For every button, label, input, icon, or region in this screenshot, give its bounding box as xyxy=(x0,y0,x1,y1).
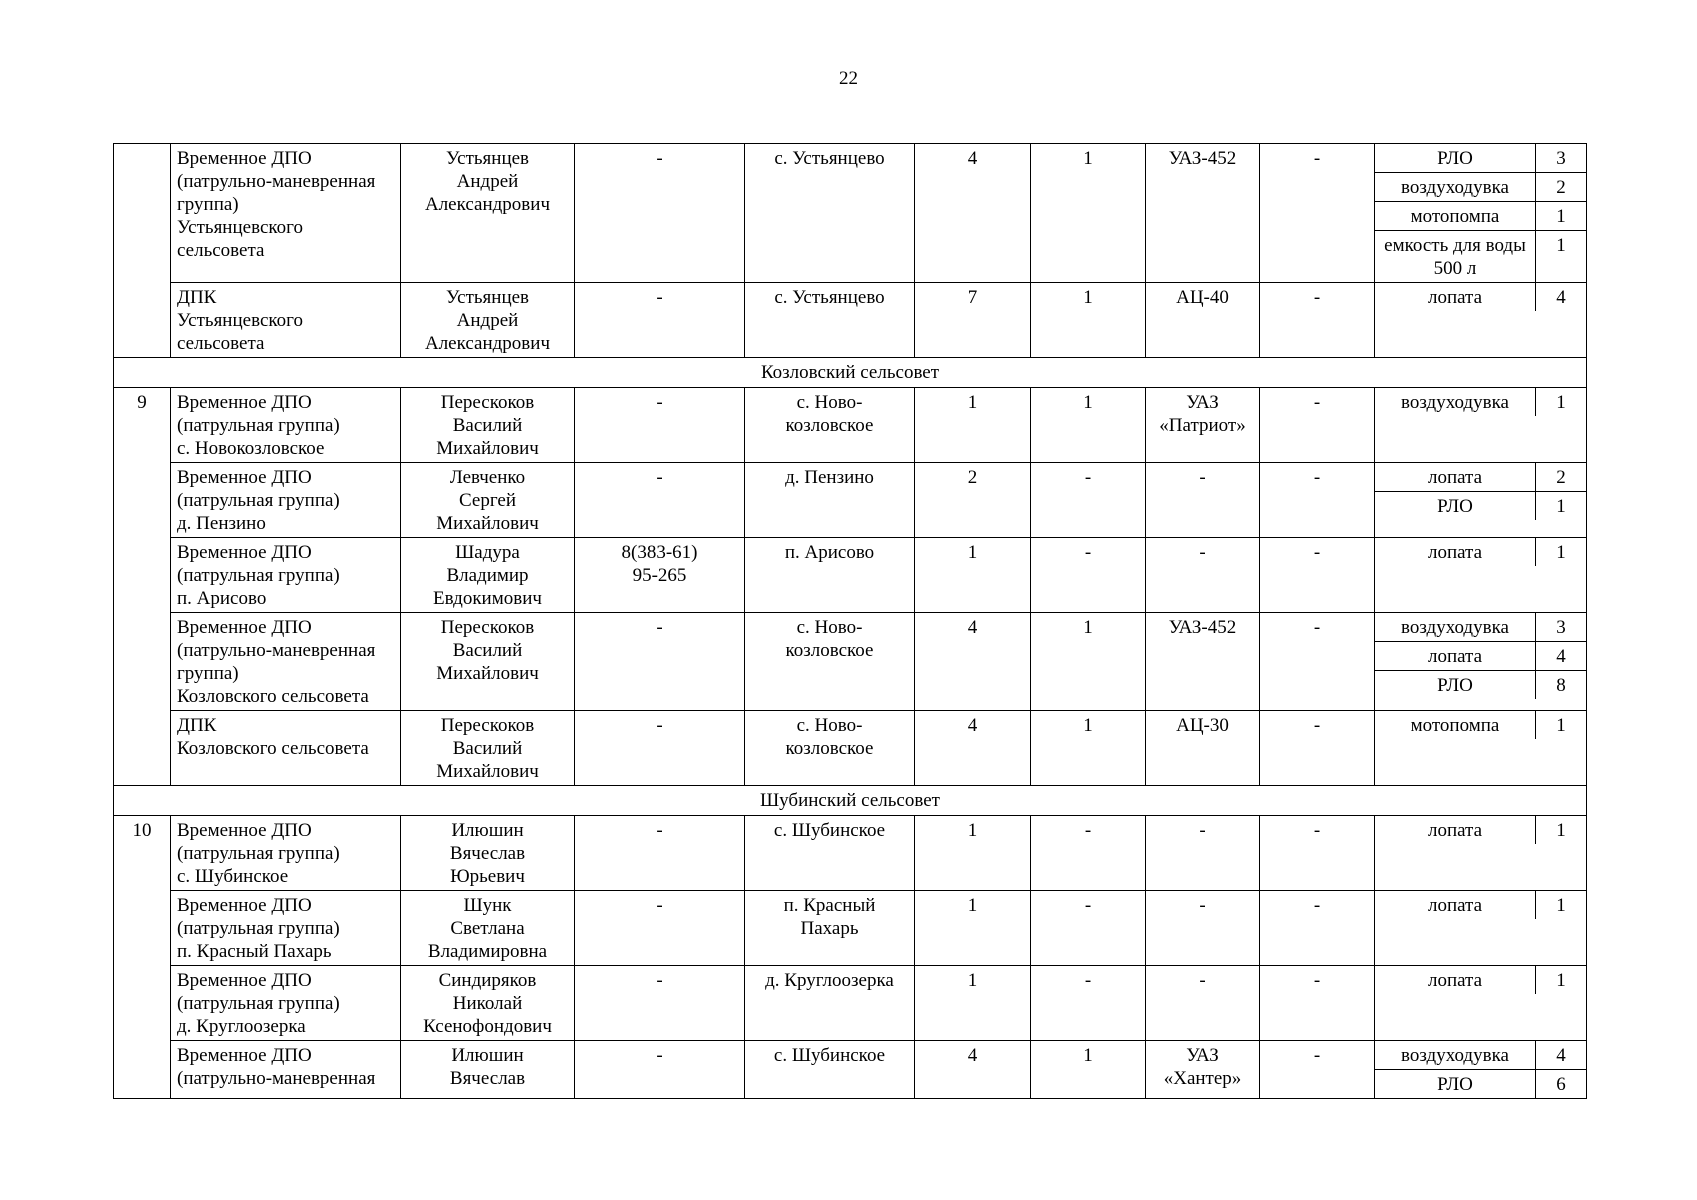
equipment-cell xyxy=(1375,1041,1587,1099)
equipment-item xyxy=(1375,891,1586,919)
vehicle-model-cell: УАЗ-452 xyxy=(1146,613,1260,711)
equipment-list xyxy=(1375,463,1586,520)
people-count-cell: 4 xyxy=(915,711,1031,786)
location-cell: с. Ново- козловское xyxy=(745,711,915,786)
table-row xyxy=(114,463,1587,538)
other-cell: - xyxy=(1260,891,1375,966)
location-cell: с. Устьянцево xyxy=(745,283,915,358)
phone-cell: - xyxy=(575,388,745,463)
location-cell: д. Пензино xyxy=(745,463,915,538)
other-cell: - xyxy=(1260,538,1375,613)
location-cell: п. Арисово xyxy=(745,538,915,613)
vehicle-model-cell: - xyxy=(1146,463,1260,538)
equipment-name: мотопомпа xyxy=(1410,715,1500,736)
equipment-list xyxy=(1375,283,1586,311)
equipment-cell xyxy=(1375,144,1587,283)
people-count-cell: 2 xyxy=(915,463,1031,538)
phone-cell: - xyxy=(575,144,745,283)
equipment-count: 3 xyxy=(1536,613,1587,642)
vehicle-count-cell: - xyxy=(1031,816,1146,891)
equipment-cell xyxy=(1375,816,1587,891)
equipment-item xyxy=(1375,492,1586,521)
head-name-cell: Перескоков Василий Михайлович xyxy=(401,613,575,711)
equipment-cell xyxy=(1375,891,1587,966)
head-name-cell: Синдиряков Николай Ксенофондович xyxy=(401,966,575,1041)
unit-name-cell: Временное ДПО (патрульно-маневренная группа) Устьянцевского сельсовета xyxy=(171,144,401,283)
phone-cell: - xyxy=(575,966,745,1041)
people-count-cell: 1 xyxy=(915,891,1031,966)
vehicle-count-cell: 1 xyxy=(1031,144,1146,283)
people-count-cell: 4 xyxy=(915,1041,1031,1099)
equipment-name: РЛО xyxy=(1375,144,1536,173)
equipment-item xyxy=(1375,463,1586,492)
other-cell: - xyxy=(1260,463,1375,538)
unit-name-cell: ДПК Козловского сельсовета xyxy=(171,711,401,786)
people-count-cell: 1 xyxy=(915,816,1031,891)
equipment-name: лопата xyxy=(1427,820,1483,841)
vehicle-count-cell: 1 xyxy=(1031,711,1146,786)
equipment-list xyxy=(1375,613,1586,699)
equipment-cell xyxy=(1375,538,1587,613)
vehicle-model-cell: АЦ-40 xyxy=(1146,283,1260,358)
equipment-count: 4 xyxy=(1536,283,1587,311)
equipment-name: лопата xyxy=(1427,542,1483,563)
vehicle-model-cell: - xyxy=(1146,891,1260,966)
vehicle-model-cell: - xyxy=(1146,966,1260,1041)
equipment-count: 1 xyxy=(1536,891,1587,919)
equipment-list xyxy=(1375,966,1586,994)
phone-cell: - xyxy=(575,891,745,966)
vehicle-count-cell: 1 xyxy=(1031,283,1146,358)
equipment-list xyxy=(1375,1041,1586,1098)
vehicle-count-cell: 1 xyxy=(1031,613,1146,711)
table-row xyxy=(114,283,1587,358)
vehicle-model-cell: УАЗ «Патриот» xyxy=(1146,388,1260,463)
equipment-count: 1 xyxy=(1536,231,1587,283)
row-number-cell: 10 xyxy=(114,816,171,1099)
equipment-cell xyxy=(1375,966,1587,1041)
equipment-item xyxy=(1375,202,1586,231)
unit-name-cell: Временное ДПО (патрульная группа) п. Красный Пахарь xyxy=(171,891,401,966)
equipment-count: 1 xyxy=(1536,202,1587,231)
phone-cell: - xyxy=(575,463,745,538)
head-name-cell: Устьянцев Андрей Александрович xyxy=(401,283,575,358)
vehicle-model-cell: - xyxy=(1146,538,1260,613)
head-name-cell: Шадура Владимир Евдокимович xyxy=(401,538,575,613)
equipment-name: лопата xyxy=(1375,642,1536,671)
equipment-list xyxy=(1375,144,1586,282)
vehicle-count-cell: - xyxy=(1031,463,1146,538)
equipment-name: лопата xyxy=(1427,970,1483,991)
equipment-count: 1 xyxy=(1536,538,1587,566)
location-cell: п. Красный Пахарь xyxy=(745,891,915,966)
equipment-cell xyxy=(1375,613,1587,711)
location-cell: с. Ново- козловское xyxy=(745,388,915,463)
equipment-count: 1 xyxy=(1536,388,1587,416)
location-cell: с. Ново- козловское xyxy=(745,613,915,711)
unit-name-cell: Временное ДПО (патрульная группа) д. Круглоозерка xyxy=(171,966,401,1041)
head-name-cell: Левченко Сергей Михайлович xyxy=(401,463,575,538)
table-row xyxy=(114,538,1587,613)
equipment-item xyxy=(1375,538,1586,566)
equipment-item xyxy=(1375,144,1586,173)
section-header-row xyxy=(114,786,1587,816)
equipment-list xyxy=(1375,711,1586,739)
people-count-cell: 4 xyxy=(915,144,1031,283)
equipment-item xyxy=(1375,711,1586,739)
table-row xyxy=(114,388,1587,463)
equipment-count: 2 xyxy=(1536,173,1587,202)
equipment-item xyxy=(1375,1070,1586,1099)
row-number-cell xyxy=(114,144,171,358)
table-row xyxy=(114,144,1587,283)
other-cell: - xyxy=(1260,816,1375,891)
location-cell: с. Шубинское xyxy=(745,1041,915,1099)
phone-cell: - xyxy=(575,283,745,358)
equipment-name: лопата xyxy=(1375,463,1536,492)
unit-name-cell: Временное ДПО (патрульно-маневренная группа) Козловского сельсовета xyxy=(171,613,401,711)
equipment-name: РЛО xyxy=(1437,496,1473,517)
phone-cell: - xyxy=(575,613,745,711)
unit-name-cell: ДПК Устьянцевского сельсовета xyxy=(171,283,401,358)
equipment-item xyxy=(1375,388,1586,416)
people-count-cell: 7 xyxy=(915,283,1031,358)
other-cell: - xyxy=(1260,144,1375,283)
table-row xyxy=(114,816,1587,891)
vehicle-model-cell: УАЗ-452 xyxy=(1146,144,1260,283)
head-name-cell: Илюшин Вячеслав Юрьевич xyxy=(401,816,575,891)
other-cell: - xyxy=(1260,711,1375,786)
location-cell: д. Круглоозерка xyxy=(745,966,915,1041)
equipment-name: лопата xyxy=(1427,895,1483,916)
other-cell: - xyxy=(1260,1041,1375,1099)
section-header-row xyxy=(114,358,1587,388)
unit-name-cell: Временное ДПО (патрульная группа) д. Пензино xyxy=(171,463,401,538)
other-cell: - xyxy=(1260,966,1375,1041)
other-cell: - xyxy=(1260,283,1375,358)
equipment-count: 6 xyxy=(1536,1070,1587,1099)
table-row xyxy=(114,1041,1587,1099)
table-row xyxy=(114,613,1587,711)
head-name-cell: Перескоков Василий Михайлович xyxy=(401,388,575,463)
table-row xyxy=(114,711,1587,786)
unit-name-cell: Временное ДПО (патрульно-маневренная xyxy=(171,1041,401,1099)
section-title: Козловский сельсовет xyxy=(114,358,1587,388)
equipment-item xyxy=(1375,283,1586,311)
equipment-name: воздуходувка xyxy=(1375,613,1536,642)
equipment-name: воздуходувка xyxy=(1375,1041,1536,1070)
people-count-cell: 1 xyxy=(915,966,1031,1041)
equipment-item xyxy=(1375,671,1586,700)
equipment-count: 4 xyxy=(1536,642,1587,671)
section-title: Шубинский сельсовет xyxy=(114,786,1587,816)
equipment-item xyxy=(1375,1041,1586,1070)
phone-cell: - xyxy=(575,711,745,786)
equipment-list xyxy=(1375,891,1586,919)
other-cell: - xyxy=(1260,613,1375,711)
vehicle-count-cell: - xyxy=(1031,891,1146,966)
head-name-cell: Перескоков Василий Михайлович xyxy=(401,711,575,786)
equipment-count: 3 xyxy=(1536,144,1587,173)
equipment-count: 1 xyxy=(1536,492,1587,521)
phone-cell: 8(383-61) 95-265 xyxy=(575,538,745,613)
equipment-count: 1 xyxy=(1536,816,1587,844)
equipment-cell xyxy=(1375,711,1587,786)
equipment-name: РЛО xyxy=(1437,1074,1473,1095)
vehicle-count-cell: 1 xyxy=(1031,1041,1146,1099)
vehicle-count-cell: - xyxy=(1031,538,1146,613)
equipment-cell xyxy=(1375,388,1587,463)
people-count-cell: 1 xyxy=(915,538,1031,613)
equipment-name: РЛО xyxy=(1437,675,1473,696)
head-name-cell: Устьянцев Андрей Александрович xyxy=(401,144,575,283)
vehicle-model-cell: - xyxy=(1146,816,1260,891)
location-cell: с. Устьянцево xyxy=(745,144,915,283)
page-number: 22 xyxy=(839,68,858,89)
equipment-item xyxy=(1375,642,1586,671)
equipment-list xyxy=(1375,388,1586,416)
equipment-name: воздуходувка xyxy=(1375,173,1536,202)
vehicle-model-cell: АЦ-30 xyxy=(1146,711,1260,786)
equipment-item xyxy=(1375,173,1586,202)
row-number-cell: 9 xyxy=(114,388,171,786)
equipment-item xyxy=(1375,231,1586,283)
equipment-count: 1 xyxy=(1536,711,1587,739)
equipment-count: 4 xyxy=(1536,1041,1587,1070)
unit-name-cell: Временное ДПО (патрульная группа) с. Новокозловское xyxy=(171,388,401,463)
equipment-item xyxy=(1375,816,1586,844)
units-table xyxy=(113,143,1587,1099)
equipment-list xyxy=(1375,816,1586,844)
equipment-count: 2 xyxy=(1536,463,1587,492)
equipment-item xyxy=(1375,966,1586,994)
equipment-cell xyxy=(1375,283,1587,358)
equipment-count: 1 xyxy=(1536,966,1587,994)
phone-cell: - xyxy=(575,816,745,891)
people-count-cell: 1 xyxy=(915,388,1031,463)
equipment-name: лопата xyxy=(1427,287,1483,308)
equipment-count: 8 xyxy=(1536,671,1587,700)
head-name-cell: Илюшин Вячеслав xyxy=(401,1041,575,1099)
vehicle-count-cell: - xyxy=(1031,966,1146,1041)
people-count-cell: 4 xyxy=(915,613,1031,711)
unit-name-cell: Временное ДПО (патрульная группа) п. Арисово xyxy=(171,538,401,613)
vehicle-count-cell: 1 xyxy=(1031,388,1146,463)
equipment-name: мотопомпа xyxy=(1375,202,1536,231)
table-row xyxy=(114,966,1587,1041)
phone-cell: - xyxy=(575,1041,745,1099)
head-name-cell: Шунк Светлана Владимировна xyxy=(401,891,575,966)
equipment-cell xyxy=(1375,463,1587,538)
vehicle-model-cell: УАЗ «Хантер» xyxy=(1146,1041,1260,1099)
unit-name-cell: Временное ДПО (патрульная группа) с. Шубинское xyxy=(171,816,401,891)
equipment-name: воздуходувка xyxy=(1401,392,1509,413)
location-cell: с. Шубинское xyxy=(745,816,915,891)
table-row xyxy=(114,891,1587,966)
equipment-item xyxy=(1375,613,1586,642)
equipment-list xyxy=(1375,538,1586,566)
other-cell: - xyxy=(1260,388,1375,463)
equipment-name: емкость для воды 500 л xyxy=(1384,235,1526,279)
